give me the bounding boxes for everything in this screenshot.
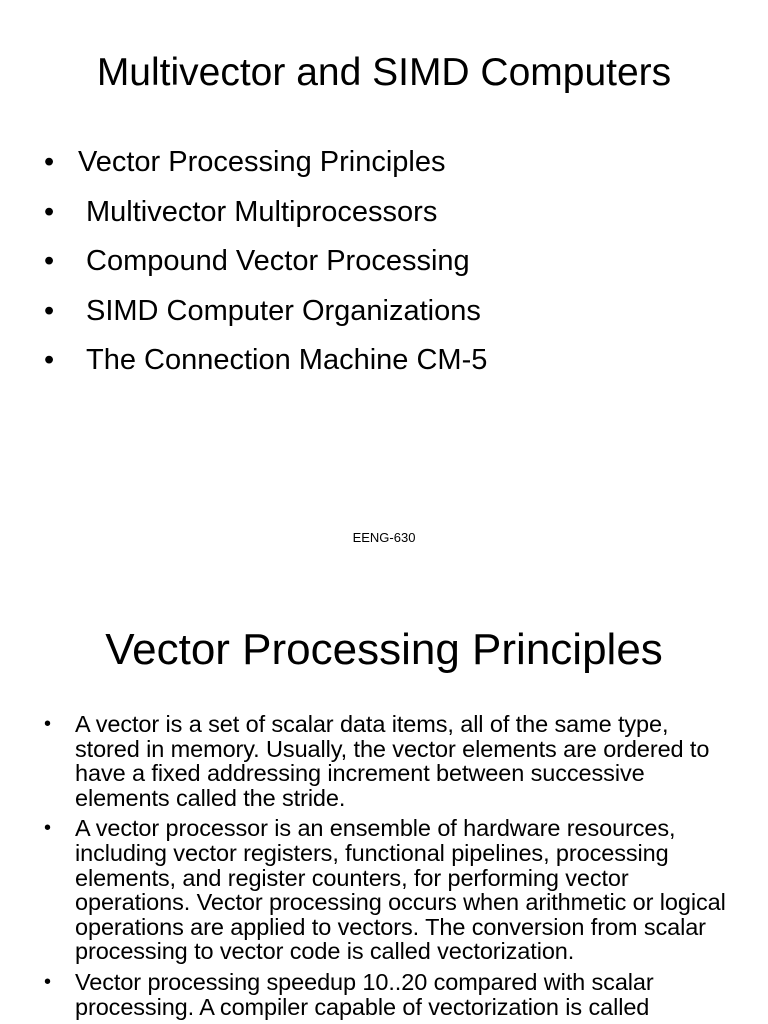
- bullet-list: [44, 138, 744, 386]
- bullet-icon: •: [44, 713, 51, 735]
- bullet-icon: •: [44, 817, 51, 840]
- bullet-icon: •: [44, 146, 55, 178]
- bullet-text: Vector Processing Principles: [78, 146, 446, 178]
- list-item: [44, 138, 744, 188]
- slide-footer: EENG-630: [352, 530, 416, 545]
- list-item: [44, 336, 744, 386]
- bullet-icon: •: [44, 195, 55, 228]
- list-item: [44, 816, 734, 964]
- bullet-list: [44, 712, 734, 1024]
- bullet-icon: •: [44, 245, 55, 277]
- bullet-text: A vector processor is an ensemble of hardware resources, including vector registers, functional pipelines, processing elements, and register counters, for performing vector operations. Vector processing occurs when arithmetic or logical operations are applied to vectors. The conversion from scalar processing to vector code is called vectorization.: [75, 815, 726, 965]
- list-item: [44, 237, 744, 287]
- bullet-text: A vector is a set of scalar data items, all of the same type, stored in memory. Usually, the vector elements are ordered to have a fixed addressing increment between successive elements called the stride.: [75, 711, 710, 811]
- list-item: [44, 188, 744, 238]
- bullet-text: The Connection Machine CM-5: [86, 344, 488, 376]
- slide-vector-processing-principles: [0, 576, 768, 1024]
- bullet-icon: •: [44, 344, 55, 376]
- bullet-icon: •: [44, 970, 51, 993]
- bullet-text: Multivector Multiprocessors: [86, 195, 438, 228]
- list-item: [44, 712, 734, 810]
- list-item: [44, 287, 744, 337]
- slide-title: Multivector and SIMD Computers: [96, 51, 672, 94]
- bullet-text: Compound Vector Processing: [86, 245, 470, 277]
- bullet-text: SIMD Computer Organizations: [86, 294, 481, 327]
- slide-title: Vector Processing Principles: [105, 625, 663, 674]
- bullet-icon: •: [44, 294, 55, 327]
- list-item: [44, 970, 734, 1019]
- bullet-text: Vector processing speedup 10..20 compared with scalar processing. A compiler capable of vectorization is called: [75, 968, 654, 1020]
